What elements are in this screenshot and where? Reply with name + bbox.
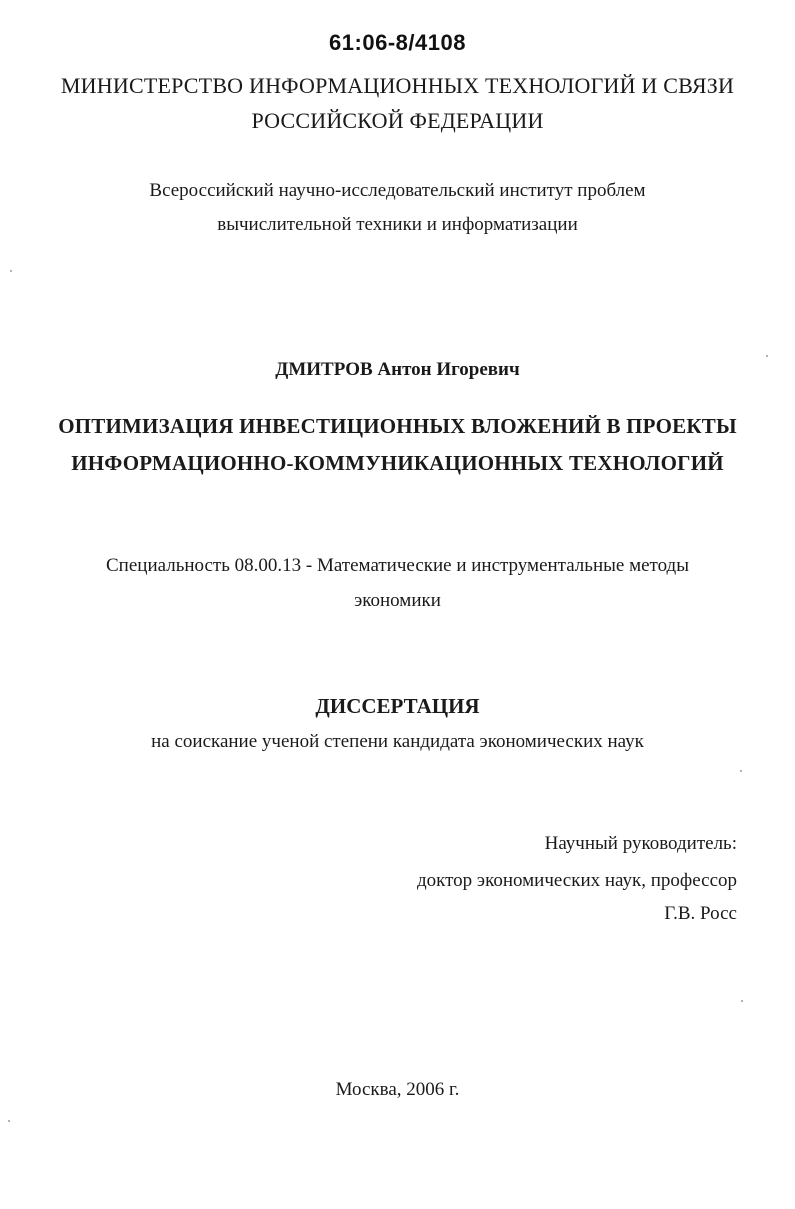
advisor-name: Г.В. Росс xyxy=(664,903,737,924)
ministry-line-1: МИНИСТЕРСТВО ИНФОРМАЦИОННЫХ ТЕХНОЛОГИЙ И СВЯЗИ xyxy=(60,73,735,98)
city-year: Москва, 2006 г. xyxy=(335,1079,460,1100)
advisor-credentials: доктор экономических наук, профессор xyxy=(416,870,737,891)
institute-line-1: Всероссийский научно-исследовательский институт проблем xyxy=(149,180,646,201)
author-name: ДМИТРОВ Антон Игоревич xyxy=(275,359,520,380)
specialty-line-2: экономики xyxy=(354,590,441,611)
scan-speck xyxy=(10,270,12,272)
scan-speck xyxy=(741,1000,743,1002)
institute-line-2: вычислительной техники и информатизации xyxy=(217,214,578,235)
scan-speck xyxy=(740,770,742,772)
scan-speck xyxy=(8,1120,10,1122)
advisor-label: Научный руководитель: xyxy=(544,833,737,854)
specialty-line-1: Специальность 08.00.13 - Математические и инструментальные методы xyxy=(106,555,689,576)
document-type: ДИССЕРТАЦИЯ xyxy=(315,694,480,718)
degree-description: на соискание ученой степени кандидата экономических наук xyxy=(151,731,644,752)
dissertation-title-line-1: ОПТИМИЗАЦИЯ ИНВЕСТИЦИОННЫХ ВЛОЖЕНИЙ В ПРОЕКТЫ xyxy=(58,414,737,438)
ministry-line-2: РОССИЙСКОЙ ФЕДЕРАЦИИ xyxy=(251,108,544,133)
registration-code: 61:06-8/4108 xyxy=(329,30,466,55)
dissertation-title-line-2: ИНФОРМАЦИОННО-КОММУНИКАЦИОННЫХ ТЕХНОЛОГИЙ xyxy=(71,451,724,475)
scan-speck xyxy=(766,355,768,357)
